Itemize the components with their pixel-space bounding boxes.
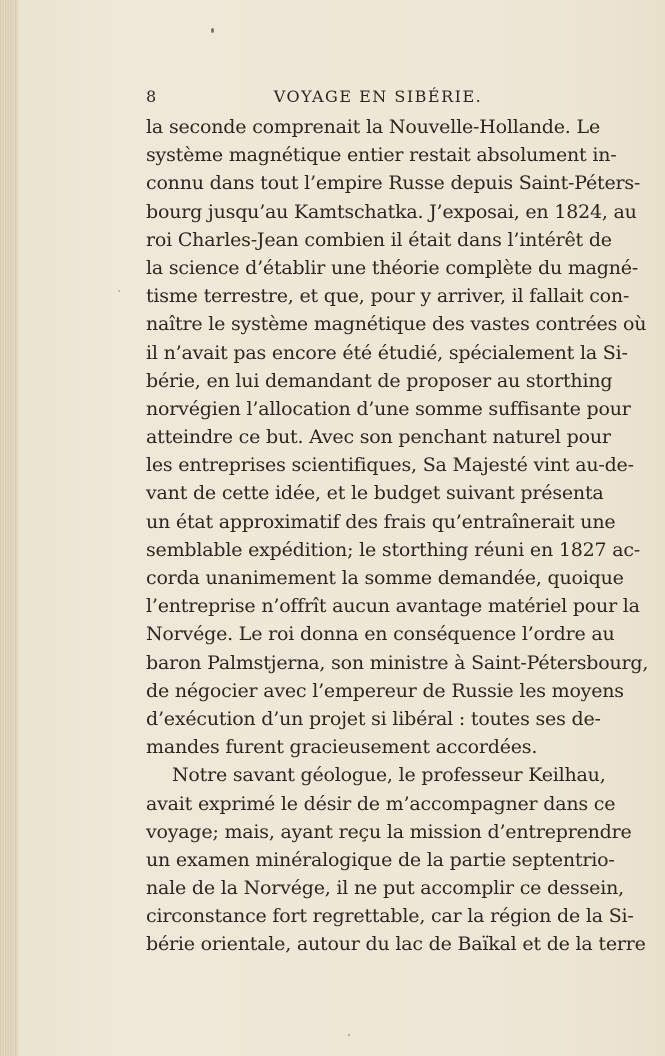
text-line: l’entreprise n’offrît aucun avantage matériel pour la — [146, 595, 640, 618]
text-line: la seconde comprenait la Nouvelle-Hollande. Le — [146, 116, 600, 138]
text-line: corda unanimement la somme demandée, quoique — [146, 567, 624, 589]
running-title: VOYAGE EN SIBÉRIE. — [273, 87, 483, 106]
text-line: circonstance fort regrettable, car la région de la Si- — [146, 905, 634, 928]
text-line: Norvége. Le roi donna en conséquence l’ordre au — [146, 623, 615, 646]
text-line: il n’avait pas encore été étudié, spécialement la Si- — [146, 341, 628, 364]
text-line: vant de cette idée, et le budget suivant présenta — [146, 482, 604, 505]
text-line: naître le système magnétique des vastes contrées où — [146, 313, 647, 336]
text-line: système magnétique entier restait absolument in- — [146, 144, 617, 167]
page-number: 8 — [146, 87, 157, 106]
text-line: un état approximatif des frais qu’entraînerait une — [146, 510, 616, 533]
text-line: voyage; mais, ayant reçu la mission d’entreprendre — [146, 820, 632, 843]
body-text — [146, 113, 649, 959]
text-line: atteindre ce but. Avec son penchant naturel pour — [146, 426, 611, 449]
text-line: avait exprimé le désir de m’accompagner dans ce — [146, 792, 616, 815]
text-line: roi Charles-Jean combien il était dans l’intérêt de — [146, 228, 612, 251]
text-line: nale de la Norvége, il ne put accomplir ce dessein, — [146, 877, 624, 900]
text-line: bérie, en lui demandant de proposer au storthing — [146, 369, 613, 392]
page-binding-edge — [0, 0, 18, 1056]
text-line: semblable expédition; le storthing réuni en 1827 ac- — [146, 538, 641, 561]
text-line: norvégien l’allocation d’une somme suffisante pour — [146, 397, 631, 420]
text-line: mandes furent gracieusement accordées. — [146, 736, 538, 759]
text-line: d’exécution d’un projet si libéral : toutes ses de- — [146, 707, 601, 730]
text-line: un examen minéralogique de la partie septentrio- — [146, 848, 615, 871]
text-line: tisme terrestre, et que, pour y arriver, il fallait con- — [146, 285, 630, 308]
ink-speck — [211, 28, 214, 33]
ink-speck — [348, 1034, 350, 1036]
text-line: les entreprises scientifiques, Sa Majesté vint au-de- — [146, 454, 634, 477]
text-line: la science d’établir une théorie complète du magné- — [146, 256, 639, 279]
text-line: de négocier avec l’empereur de Russie les moyens — [146, 679, 624, 702]
text-line: bourg jusqu’au Kamtschatka. J’exposai, en 1824, au — [146, 200, 637, 223]
text-line: Notre savant géologue, le professeur Keilhau, — [172, 764, 606, 787]
page-header — [146, 84, 600, 110]
text-line: connu dans tout l’empire Russe depuis Saint-Péters- — [146, 172, 641, 195]
text-line: bérie orientale, autour du lac de Baïkal et de la terre — [146, 933, 646, 956]
ink-speck — [118, 290, 120, 292]
text-line: baron Palmstjerna, son ministre à Saint-Pétersbourg, — [146, 651, 649, 674]
